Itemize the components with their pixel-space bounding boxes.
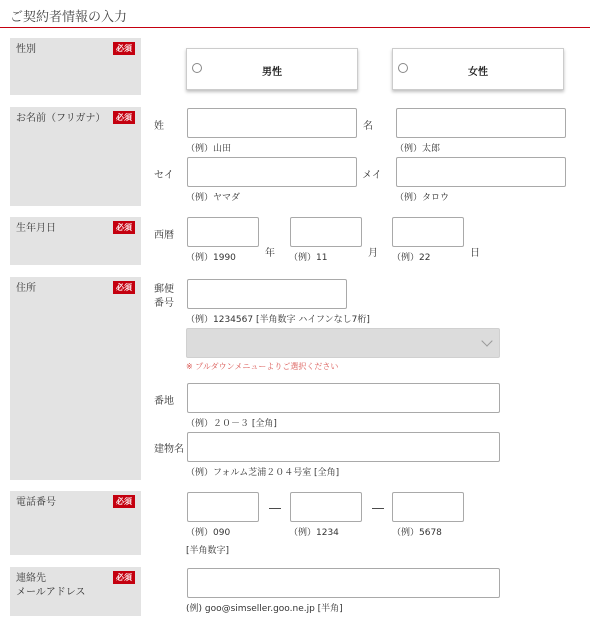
birth-year-input[interactable]: [187, 217, 259, 247]
phone-label: 電話番号: [16, 497, 56, 508]
birth-day-input[interactable]: [392, 217, 464, 247]
gender-female-option[interactable]: [392, 48, 564, 90]
required-badge: 必須: [113, 281, 135, 294]
phone-format-hint: [半角数字]: [186, 546, 230, 556]
sei-kana-hint: （例）ヤマダ: [186, 193, 241, 203]
required-badge: 必須: [113, 221, 135, 234]
phone-1-input[interactable]: [187, 492, 259, 522]
postal-label-2: 番号: [154, 298, 174, 309]
banchi-hint: （例）２０－３ [全角]: [186, 419, 277, 429]
page-title: ご契約者情報の入力: [10, 10, 128, 25]
mei-kana-input[interactable]: [396, 157, 566, 187]
required-badge: 必須: [113, 111, 135, 124]
postal-code-input[interactable]: [187, 279, 347, 309]
mei-kana-hint: （例）タロウ: [395, 193, 450, 203]
required-badge: 必須: [113, 42, 135, 55]
email-label-cell: [10, 567, 141, 616]
mei-hint: （例）太郎: [395, 144, 441, 154]
chevron-down-icon: [481, 335, 492, 346]
name-label: お名前（フリガナ）: [16, 113, 106, 124]
sei-input[interactable]: [187, 108, 357, 138]
phone-label-cell: [10, 491, 141, 555]
banchi-input[interactable]: [187, 383, 500, 413]
sei-label: 姓: [154, 121, 164, 132]
phone-3-input[interactable]: [392, 492, 464, 522]
gender-male-option[interactable]: [186, 48, 358, 90]
building-input[interactable]: [187, 432, 500, 462]
gender-female-label: 女性: [468, 67, 488, 78]
birth-month-hint: （例）11: [289, 253, 328, 263]
address-label-cell: [10, 277, 141, 480]
sei-kana-label: セイ: [154, 170, 174, 181]
prefecture-select[interactable]: [186, 328, 500, 358]
postal-label-1: 郵便: [154, 284, 174, 295]
phone-separator-1: ―: [269, 501, 281, 515]
email-label: [16, 572, 86, 600]
birthdate-label: 生年月日: [16, 223, 56, 234]
email-input[interactable]: [187, 568, 500, 598]
mei-input[interactable]: [396, 108, 566, 138]
phone-2-input[interactable]: [290, 492, 362, 522]
phone-2-hint: （例）1234: [289, 528, 339, 538]
email-label-line-2: メールアドレス: [16, 587, 86, 598]
sei-hint: （例）山田: [186, 144, 232, 154]
birth-day-hint: （例）22: [392, 253, 431, 263]
day-unit: 日: [470, 248, 480, 259]
title-divider: [0, 27, 590, 28]
birthdate-label-cell: [10, 217, 141, 265]
required-badge: 必須: [113, 495, 135, 508]
postal-hint: （例）1234567 [半角数字 ハイフンなし7桁]: [186, 315, 370, 325]
required-badge: 必須: [113, 571, 135, 584]
birth-year-hint: （例）1990: [186, 253, 236, 263]
name-label-cell: [10, 107, 141, 206]
banchi-label: 番地: [154, 396, 174, 407]
building-hint: （例）フォルム芝浦２０４号室 [全角]: [186, 468, 340, 478]
birth-month-input[interactable]: [290, 217, 362, 247]
year-unit: 年: [265, 248, 275, 259]
gender-male-label: 男性: [262, 67, 282, 78]
phone-separator-2: ―: [372, 501, 384, 515]
address-label: 住所: [16, 283, 36, 294]
email-hint: (例) goo@simseller.goo.ne.jp [半角]: [186, 604, 343, 614]
era-label: 西暦: [154, 230, 174, 241]
gender-label: 性別: [16, 44, 36, 55]
mei-kana-label: メイ: [362, 170, 382, 181]
email-label-line-1: 連絡先: [16, 573, 46, 584]
sei-kana-input[interactable]: [187, 157, 357, 187]
phone-3-hint: （例）5678: [392, 528, 442, 538]
mei-label: 名: [363, 121, 373, 132]
gender-label-cell: [10, 38, 141, 95]
pulldown-note: ※ プルダウンメニューよりご選択ください: [186, 362, 339, 371]
building-label: 建物名: [154, 444, 184, 455]
phone-1-hint: （例）090: [186, 528, 231, 538]
month-unit: 月: [368, 248, 378, 259]
